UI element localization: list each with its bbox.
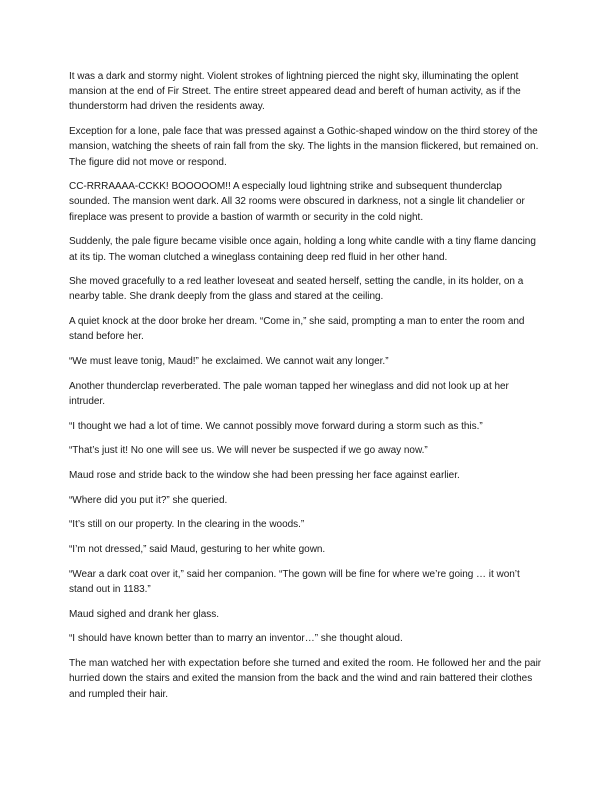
paragraph-6: A quiet knock at the door broke her dream. “Come in,” she said, prompting a man to enter the room and stand before her. [69,316,525,343]
paragraph-15: “Wear a dark coat over it,” said her companion. “The gown will be fine for where we’re going … it won’t stand out in 1183.” [69,568,520,596]
paragraph-16: Maud sighed and drank her glass. [69,608,220,620]
paragraph-17: “I should have known better than to marry an inventor…” she thought aloud. [69,633,403,645]
paragraph-8: Another thunderclap reverberated. The pale woman tapped her wineglass and did not look up at her intruder. [69,380,509,407]
paragraph-13: “It’s still on our property. In the clearing in the woods.” [69,519,305,531]
paragraph-2: Exception for a lone, pale face that was pressed against a Gothic-shaped window on the third storey of the mansion, watching the sheets of rain fall from the sky. The lights in the mansion flickered, but remained on. The figure did not move or respond. [69,126,539,168]
paragraph-10: “That’s just it! No one will see us. We will never be suspected if we go away now.” [69,445,428,457]
paragraph-18: The man watched her with expectation before she turned and exited the room. He followed her and the pair hurried down the stairs and exited the mansion from the back and the wind and rain battered their clothes and rumpled their hair. [69,658,542,700]
paragraph-11: Maud rose and stride back to the window she had been pressing her face against earlier. [69,470,460,482]
paragraph-5: She moved gracefully to a red leather loveseat and seated herself, setting the candle, in its holder, on a nearby table. She drank deeply from the glass and stared at the ceiling. [69,276,524,303]
paragraph-14: “I’m not dressed,” said Maud, gesturing to her white gown. [69,544,326,556]
paragraph-1: It was a dark and stormy night. Violent strokes of lightning pierced the night sky, illuminating the oplent mansion at the end of Fir Street. The entire street appeared dead and bereft of human activity, as if the thunderstorm had driven the residents away. [69,71,521,113]
paragraph-4: Suddenly, the pale figure became visible once again, holding a long white candle with a tiny flame dancing at its tip. The woman clutched a wineglass containing deep red fluid in her other hand. [69,236,536,263]
paragraph-12: “Where did you put it?” she queried. [69,494,228,506]
paragraph-9: “I thought we had a lot of time. We cannot possibly move forward during a storm such as this.” [69,420,483,432]
document-body [69,69,544,711]
paragraph-3: CC-RRRAAAA-CCKK! BOOOOOM!! A especially loud lightning strike and subsequent thunderclap sounded. The mansion went dark. All 32 rooms were obscured in darkness, not a single lit chandelier or fireplace was present to provide a bastion of warmth or security in the cold night. [69,181,525,223]
paragraph-7: “We must leave tonig, Maud!” he exclaimed. We cannot wait any longer.” [69,356,389,368]
